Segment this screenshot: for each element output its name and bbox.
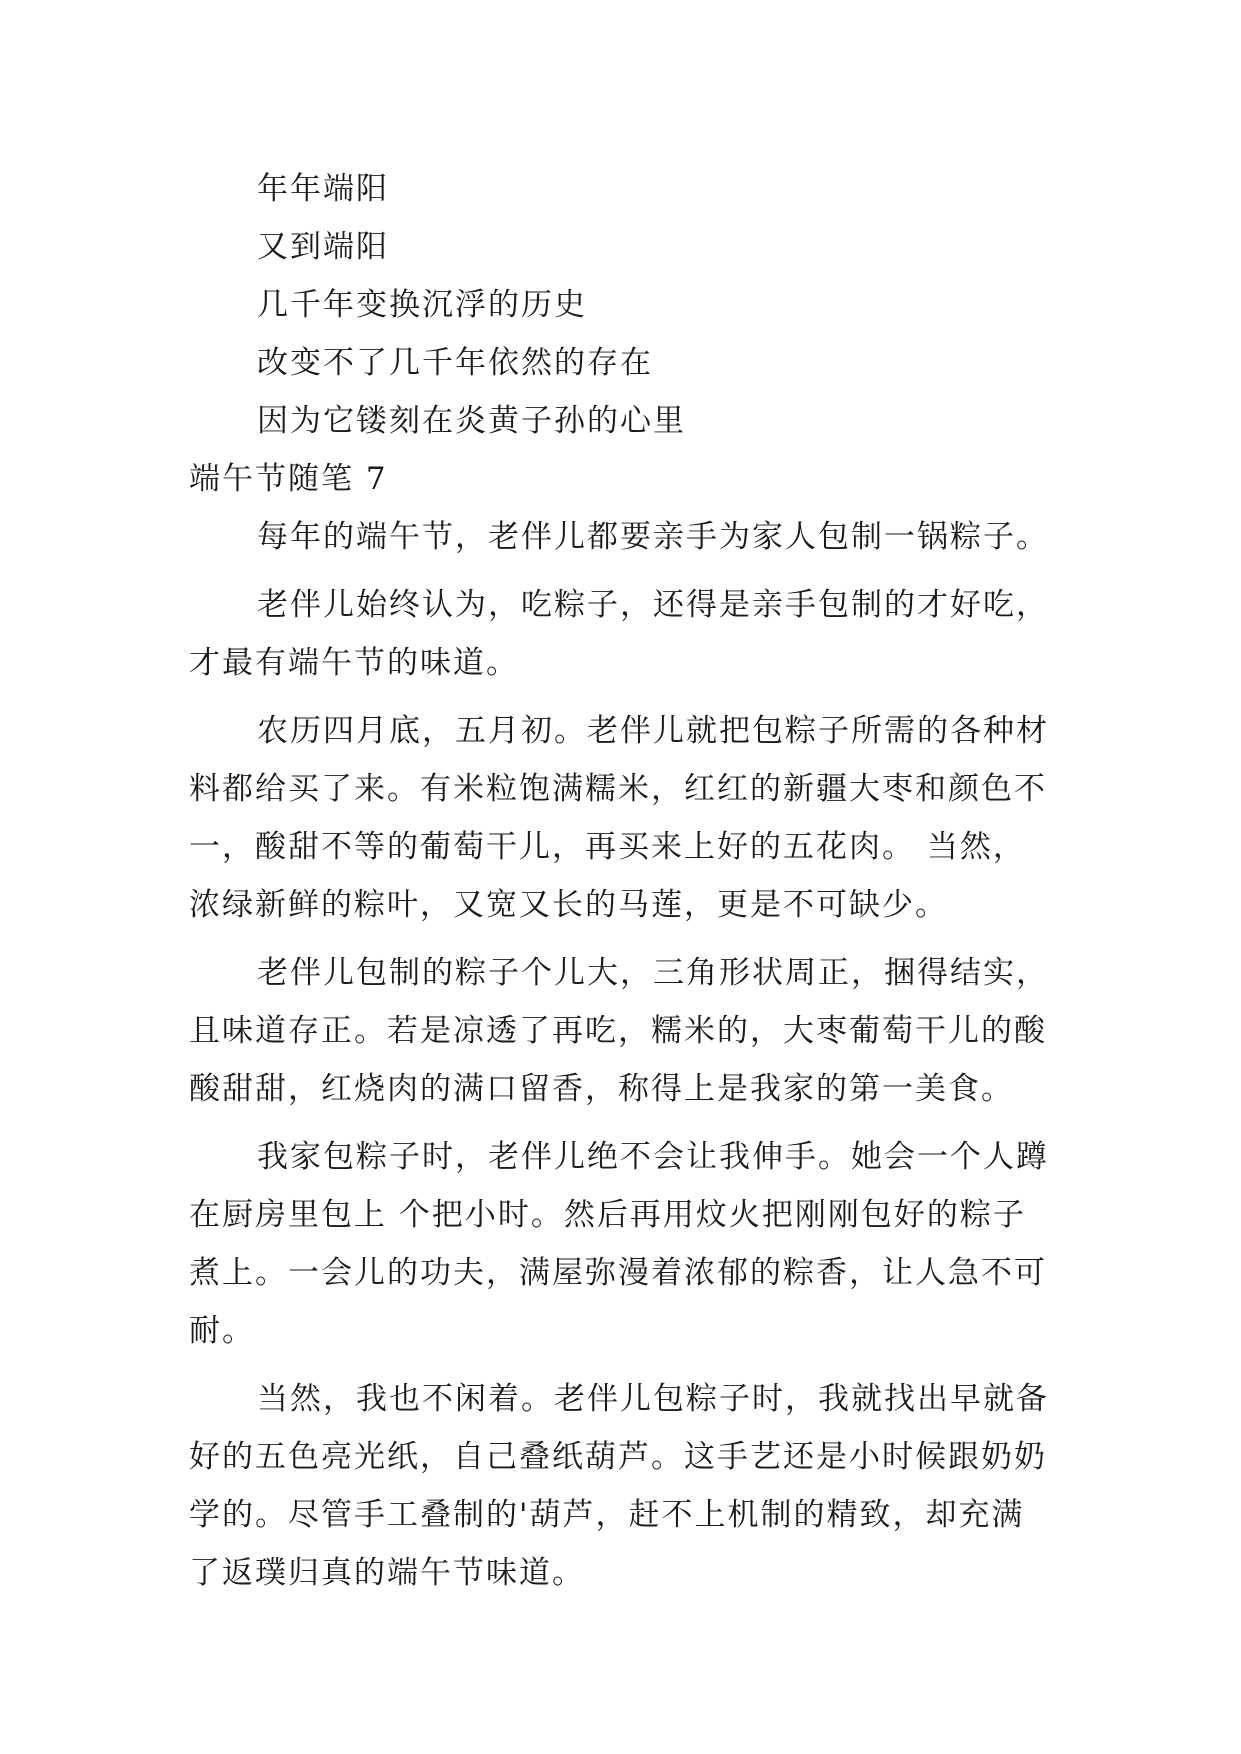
- paragraph-3: [189, 702, 1069, 934]
- paragraph-line: 当然，我也不闲着。老伴儿包粽子时，我就找出早就备: [257, 1381, 1049, 1417]
- paragraph-6: [189, 1370, 1069, 1602]
- poem-line: 因为它镂刻在炎黄子孙的心里: [257, 403, 686, 439]
- paragraph-line: 酸甜甜，红烧肉的满口留香，称得上是我家的第一美食。: [189, 1071, 1014, 1107]
- paragraph-line: 每年的端午节，老伴儿都要亲手为家人包制一锅粽子。: [257, 519, 1049, 555]
- paragraph-line: 且味道存正。若是凉透了再吃，糯米的，大枣葡萄干儿的酸: [189, 1013, 1047, 1049]
- paragraph-line: 老伴儿包制的粽子个儿大，三角形状周正，捆得结实，: [257, 955, 1049, 991]
- paragraph-4: [189, 944, 1069, 1118]
- paragraph-line: 老伴儿始终认为，吃粽子，还得是亲手包制的才好吃，: [257, 587, 1049, 623]
- paragraph-line: 耐。: [189, 1313, 255, 1349]
- paragraph-line: 了返璞归真的端午节味道。: [189, 1555, 585, 1591]
- paragraph-5: [189, 1128, 1069, 1360]
- paragraph-line: 我家包粽子时，老伴儿绝不会让我伸手。她会一个人蹲: [257, 1139, 1049, 1175]
- paragraph-line: 农历四月底，五月初。老伴儿就把包粽子所需的各种材: [257, 713, 1049, 749]
- paragraph-line: 才最有端午节的味道。: [189, 645, 519, 681]
- section-title: 端午节随笔 7: [189, 461, 388, 497]
- poem-line: 年年端阳: [257, 171, 389, 207]
- poem-line: 几千年变换沉浮的历史: [257, 287, 587, 323]
- paragraph-line: 浓绿新鲜的粽叶，又宽又长的马莲，更是不可缺少。: [189, 887, 948, 923]
- paragraph-line: 好的五色亮光纸，自己叠纸葫芦。这手艺还是小时候跟奶奶: [189, 1439, 1047, 1475]
- paragraph-line: 一，酸甜不等的葡萄干儿，再买来上好的五花肉。 当然，: [189, 829, 1026, 865]
- poem-line: 改变不了几千年依然的存在: [257, 345, 653, 381]
- paragraph-line: 学的。尽管手工叠制的'葫芦，赶不上机制的精致，却充满: [189, 1497, 1025, 1533]
- poem-line: 又到端阳: [257, 229, 389, 265]
- document-body: [189, 160, 1069, 1602]
- paragraph-line: 煮上。一会儿的功夫，满屋弥漫着浓郁的粽香，让人急不可: [189, 1255, 1047, 1291]
- paragraph-2: [189, 576, 1069, 692]
- poem-block: [189, 160, 1069, 450]
- paragraph-1: [189, 508, 1069, 566]
- paragraph-line: 在厨房里包上 个把小时。然后再用炆火把刚刚包好的粽子: [189, 1197, 1026, 1233]
- paragraph-line: 料都给买了来。有米粒饱满糯米，红红的新疆大枣和颜色不: [189, 771, 1047, 807]
